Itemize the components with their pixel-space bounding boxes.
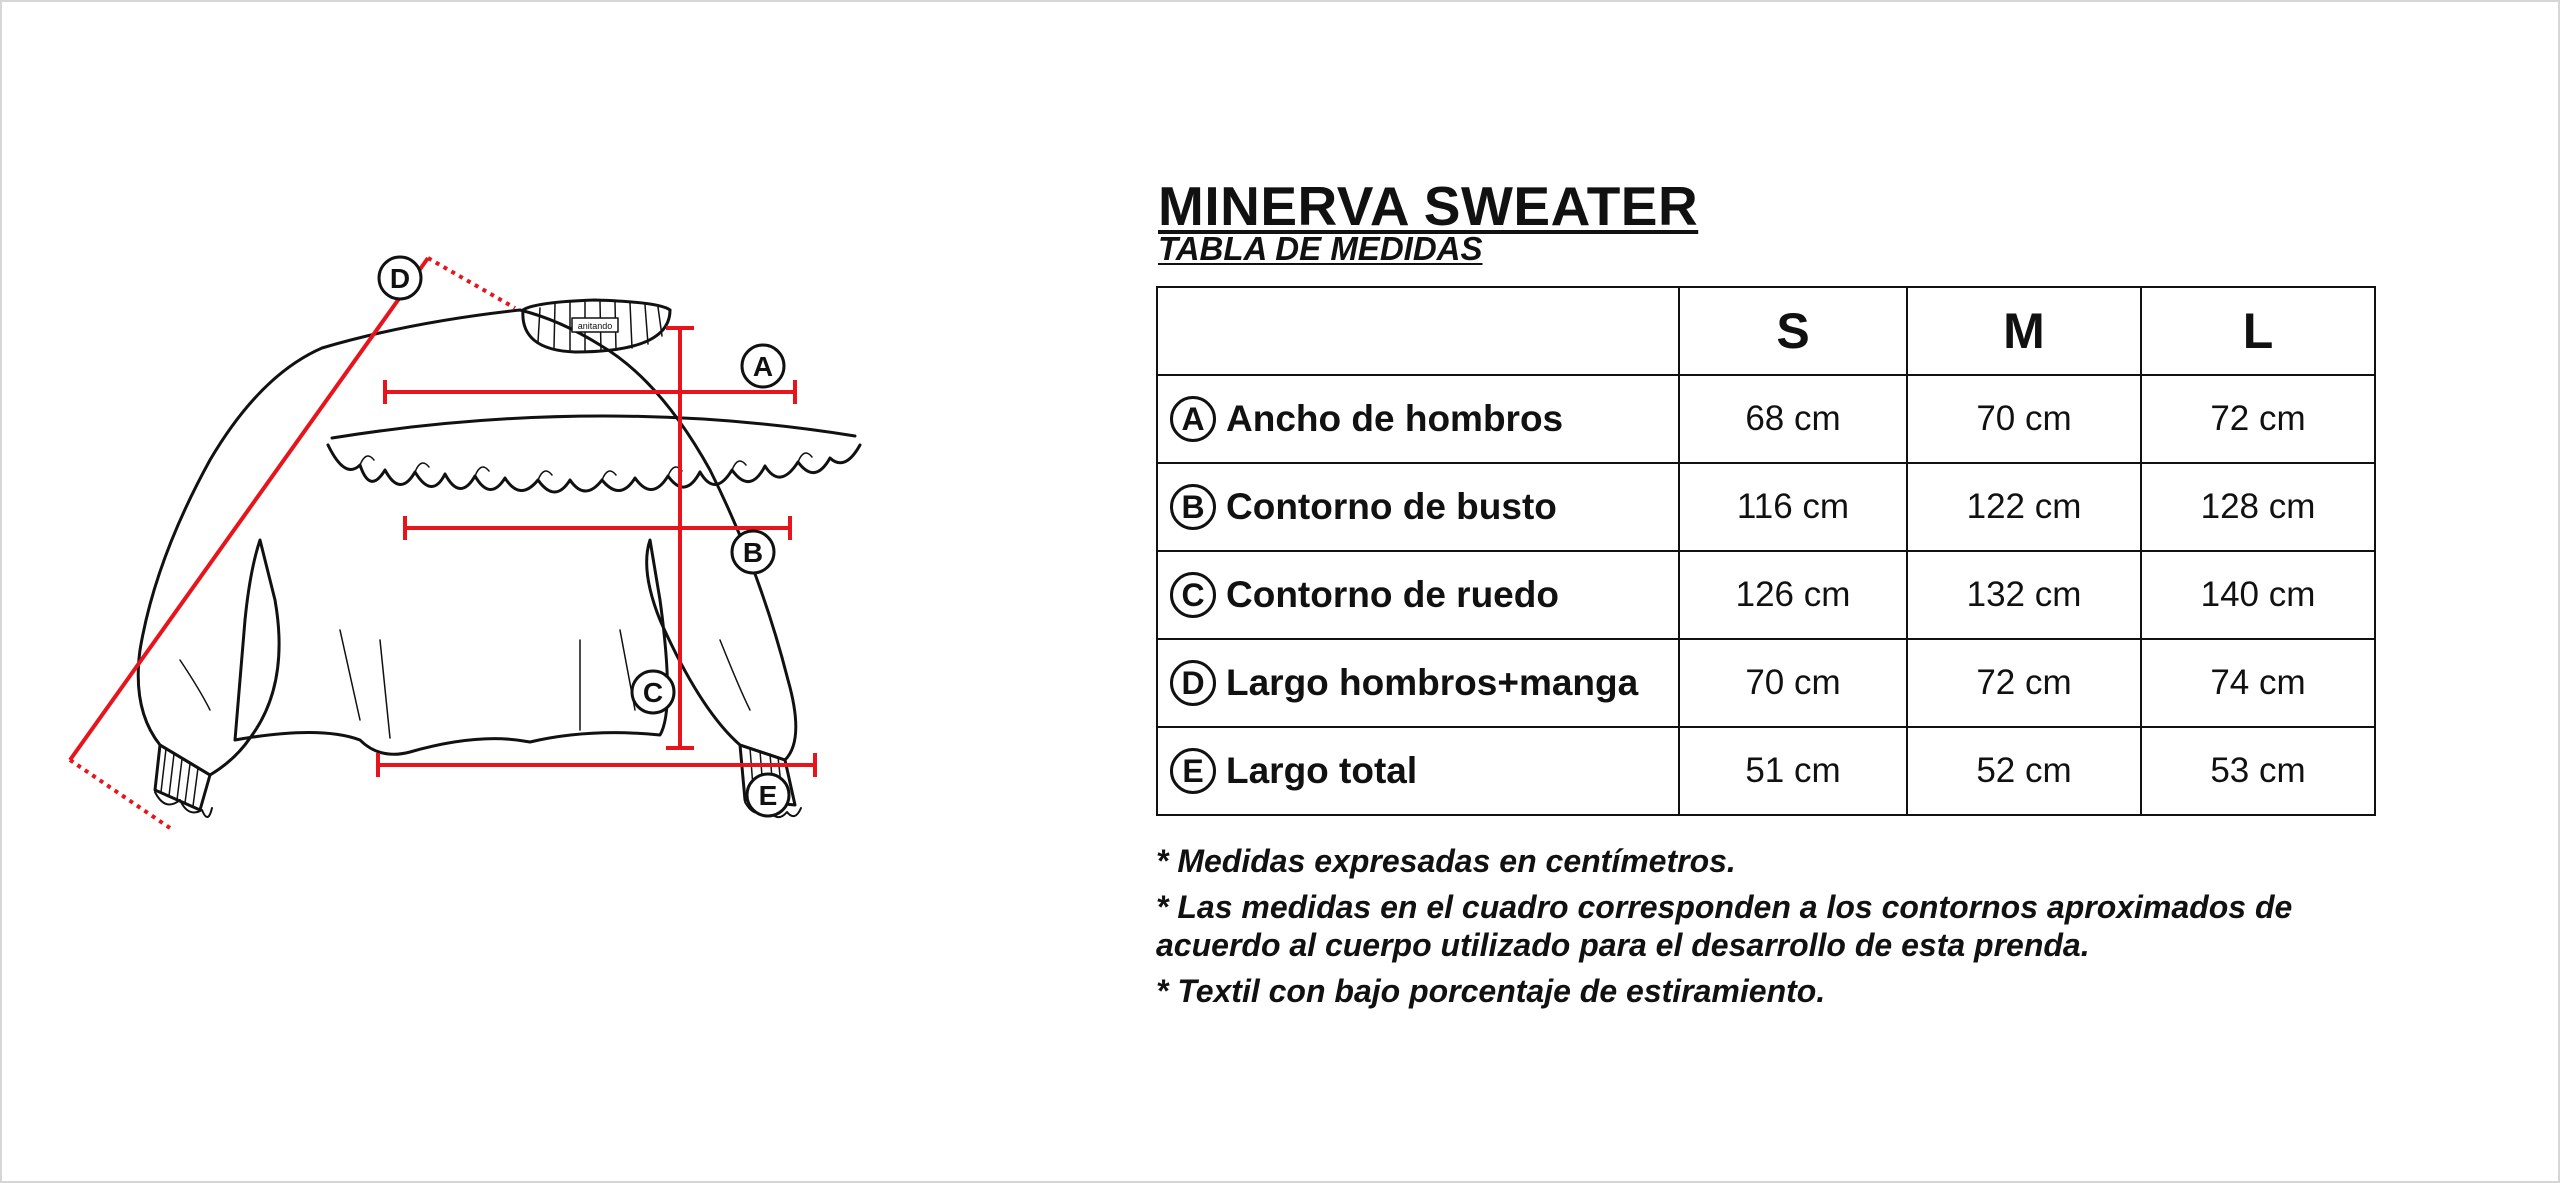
measure-label: Ancho de hombros [1226, 398, 1564, 440]
row-label-cell [1157, 463, 1679, 551]
measure-badge: D [1170, 660, 1216, 706]
value-cell: 72 cm [2141, 375, 2375, 463]
row-label-cell [1157, 375, 1679, 463]
value-cell: 116 cm [1679, 463, 1907, 551]
value-cell: 72 cm [1907, 639, 2141, 727]
size-header-l: L [2141, 287, 2375, 375]
measure-label: Largo total [1226, 750, 1418, 792]
value-cell: 128 cm [2141, 463, 2375, 551]
row-label-cell [1157, 727, 1679, 815]
value-cell: 132 cm [1907, 551, 2141, 639]
footnotes [1156, 842, 2376, 1018]
value-cell: 68 cm [1679, 375, 1907, 463]
row-label-cell [1157, 639, 1679, 727]
measure-label: Largo hombros+manga [1226, 662, 1639, 704]
table-row [1157, 639, 2375, 727]
marker-c [632, 671, 674, 713]
table-row [1157, 551, 2375, 639]
marker-a [742, 345, 784, 387]
svg-text:D: D [389, 263, 411, 294]
measure-label: Contorno de ruedo [1226, 574, 1559, 616]
note-contours: * Las medidas en el cuadro corresponden a los contornos aproximados de acuerdo al cuerpo utilizado para el desarrollo de esta prenda. [1156, 889, 2293, 963]
sweater-diagram [60, 240, 1060, 880]
measure-label: Contorno de busto [1226, 486, 1557, 528]
header-empty-cell [1157, 287, 1679, 375]
value-cell: 126 cm [1679, 551, 1907, 639]
measure-badge: E [1170, 748, 1216, 794]
svg-text:E: E [758, 780, 778, 811]
value-cell: 52 cm [1907, 727, 2141, 815]
measure-badge: A [1170, 396, 1216, 442]
size-chart-table [1156, 286, 2376, 816]
measure-d-line [70, 258, 428, 760]
row-label-cell [1157, 551, 1679, 639]
svg-text:A: A [752, 351, 774, 382]
svg-text:C: C [642, 677, 664, 708]
product-title: MINERVA SWEATER [1158, 175, 1699, 237]
value-cell: 70 cm [1679, 639, 1907, 727]
marker-d [379, 257, 421, 299]
marker-b [732, 531, 774, 573]
note-units: * Medidas expresadas en centímetros. [1156, 843, 1736, 879]
table-row [1157, 463, 2375, 551]
sweater-outline [138, 310, 796, 775]
value-cell: 51 cm [1679, 727, 1907, 815]
measure-badge: B [1170, 484, 1216, 530]
ruffle-yoke [332, 416, 855, 438]
table-header-row [1157, 287, 2375, 375]
note-stretch: * Textil con bajo porcentaje de estiramiento. [1156, 973, 1826, 1009]
measure-badge: C [1170, 572, 1216, 618]
marker-e [747, 774, 789, 816]
value-cell: 70 cm [1907, 375, 2141, 463]
svg-text:B: B [742, 537, 764, 568]
value-cell: 74 cm [2141, 639, 2375, 727]
value-cell: 122 cm [1907, 463, 2141, 551]
size-header-s: S [1679, 287, 1907, 375]
table-row [1157, 727, 2375, 815]
neck-label-tag: anitando [577, 321, 613, 331]
size-header-m: M [1907, 287, 2141, 375]
table-subtitle: TABLA DE MEDIDAS [1158, 230, 1483, 267]
value-cell: 140 cm [2141, 551, 2375, 639]
table-row [1157, 375, 2375, 463]
value-cell: 53 cm [2141, 727, 2375, 815]
